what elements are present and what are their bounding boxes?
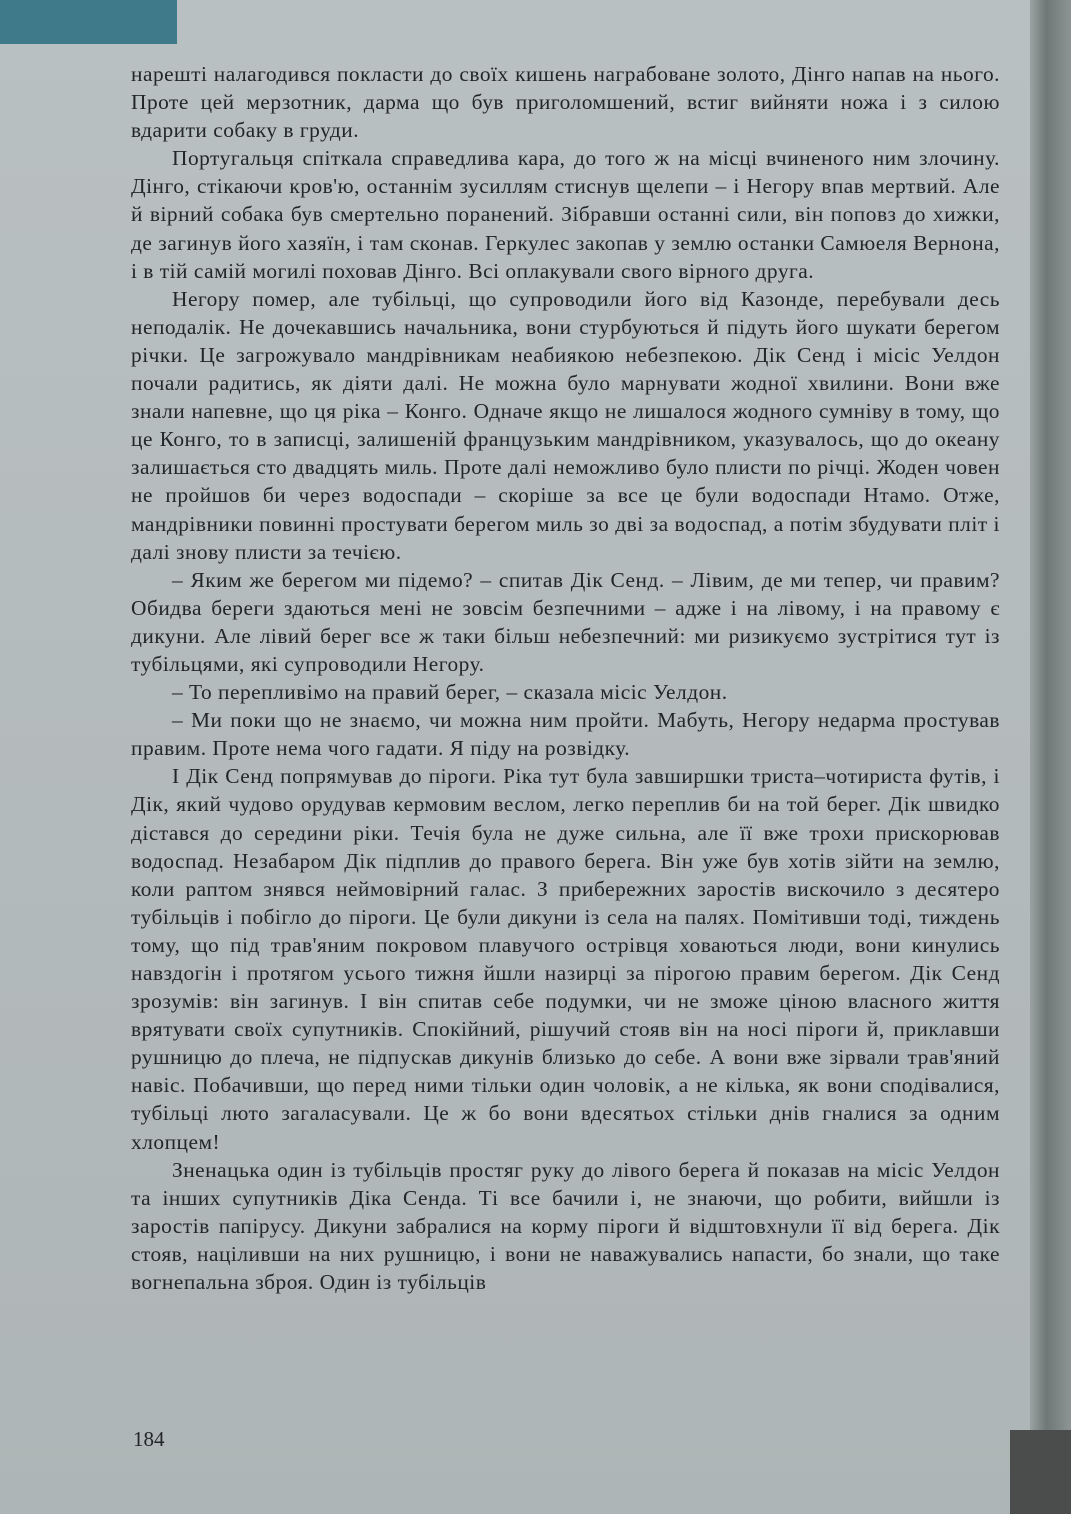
paragraph: – То перепливімо на правий берег, – сказала місіс Уелдон. — [172, 680, 728, 705]
book-edge-shadow — [1010, 1430, 1071, 1514]
paragraph: – Яким же берегом ми підемо? – спитав Дік Сенд. – Лівим, де ми тепер, чи правим? Обидва береги здаються мені не зовсім безпечними – адже і на лівому, і на правому є дикуни. Але лівий берег все ж таки більш небезпечний: ми ризикуємо зустрітися тут із тубільцями, які супроводили Негору. — [131, 567, 1000, 676]
paragraph: Зненацька один із тубільців простяг руку до лівого берега й показав на місіс Уелдон та інших супутників Діка Сенда. Ті все бачили і, не знаючи, що робити, вийшли із заростів папірусу. Дикуни забралися на корму піроги й відштовхнули її від берега. Дік стояв, націливши на них рушницю, і вони не наважувались напасти, бо знали, що таке вогнепальна зброя. Один із тубільців — [131, 1157, 1000, 1295]
page-corner-color-bar — [0, 0, 177, 44]
book-edge — [1030, 0, 1071, 1514]
paragraph: Португальця спіткала справедлива кара, до того ж на місці вчиненого ним злочину. Дінго, стікаючи кров'ю, останнім зусиллям стиснув щелепи – і Негору впав мертвий. Але й вірний собака був смертельно поранений. Зібравши останні сили, він поповз до хижки, де загинув його хазяїн, і там сконав. Геркулес закопав у землю останки Самюеля Вернона, і в тій самій могилі поховав Дінго. Всі оплакували свого вірного друга. — [131, 146, 1000, 283]
paragraph: Негору помер, але тубільці, що супроводили його від Казонде, перебували десь неподалік. Не дочекавшись начальника, вони стурбуються й підуть його шукати берегом річки. Це загрожувало мандрівникам неабиякою небезпекою. Дік Сенд і місіс Уелдон почали радитись, як діяти далі. Не можна було марнувати жодної хвилини. Вони вже знали напевне, що ця ріка – Конго. Одначе якщо не лишалося жодного сумніву в тому, що це Конго, то в записці, залишеній французьким мандрівником, указувалось, що до океану залишається сто двадцять миль. Проте далі неможливо було плисти по річці. Жоден човен не пройшов би через водоспади – скоріше за все це були водоспади Нтамо. Отже, мандрівники повинні простувати берегом миль зо дві за водоспад, а потім збудувати пліт і далі знову плисти за течією. — [131, 286, 1000, 564]
body-text — [131, 60, 1000, 1296]
page-number: 184 — [133, 1427, 165, 1451]
paragraph: І Дік Сенд попрямував до піроги. Ріка тут була завширшки триста–чотириста футів, і Дік, який чудово орудував кермовим веслом, легко переплив би на той берег. Дік швидко дістався до середини ріки. Течія була не дуже сильна, але її вже трохи прискорював водоспад. Незабаром Дік підплив до правого берега. Він уже був хотів зійти на землю, коли раптом знявся неймовірний галас. З прибережних заростів вискочило з десятеро тубільців і побігло до піроги. Це були дикуни із села на палях. Помітивши тоді, тиждень тому, що під трав'яним покровом плавучого острівця ховаються люди, вони кинулись навздогін і протягом усього тижня йшли назирці за пірогою правим берегом. Дік Сенд зрозумів: він загинув. І він спитав себе подумки, чи не зможе ціною власного життя врятувати своїх супутників. Спокійний, рішучий стояв він на носі піроги й, приклавши рушницю до плеча, не підпускав дикунів близько до себе. А вони вже зірвали трав'яний навіс. Побачивши, що перед ними тільки один чоловік, а не кілька, як вони сподівалися, тубільці люто загаласували. Це ж бо вони вдесятьох стільки днів гналися за одним хлопцем! — [131, 764, 1000, 1154]
paragraph: нарешті налагодився покласти до своїх кишень награбоване золото, Дінго напав на нього. Проте цей мерзотник, дарма що був приголомшений, встиг вийняти ножа і з силою вдарити собаку в груди. — [131, 62, 1000, 143]
paragraph: – Ми поки що не знаємо, чи можна ним пройти. Мабуть, Негору недарма простував правим. Проте нема чого гадати. Я піду на розвідку. — [131, 708, 1000, 761]
